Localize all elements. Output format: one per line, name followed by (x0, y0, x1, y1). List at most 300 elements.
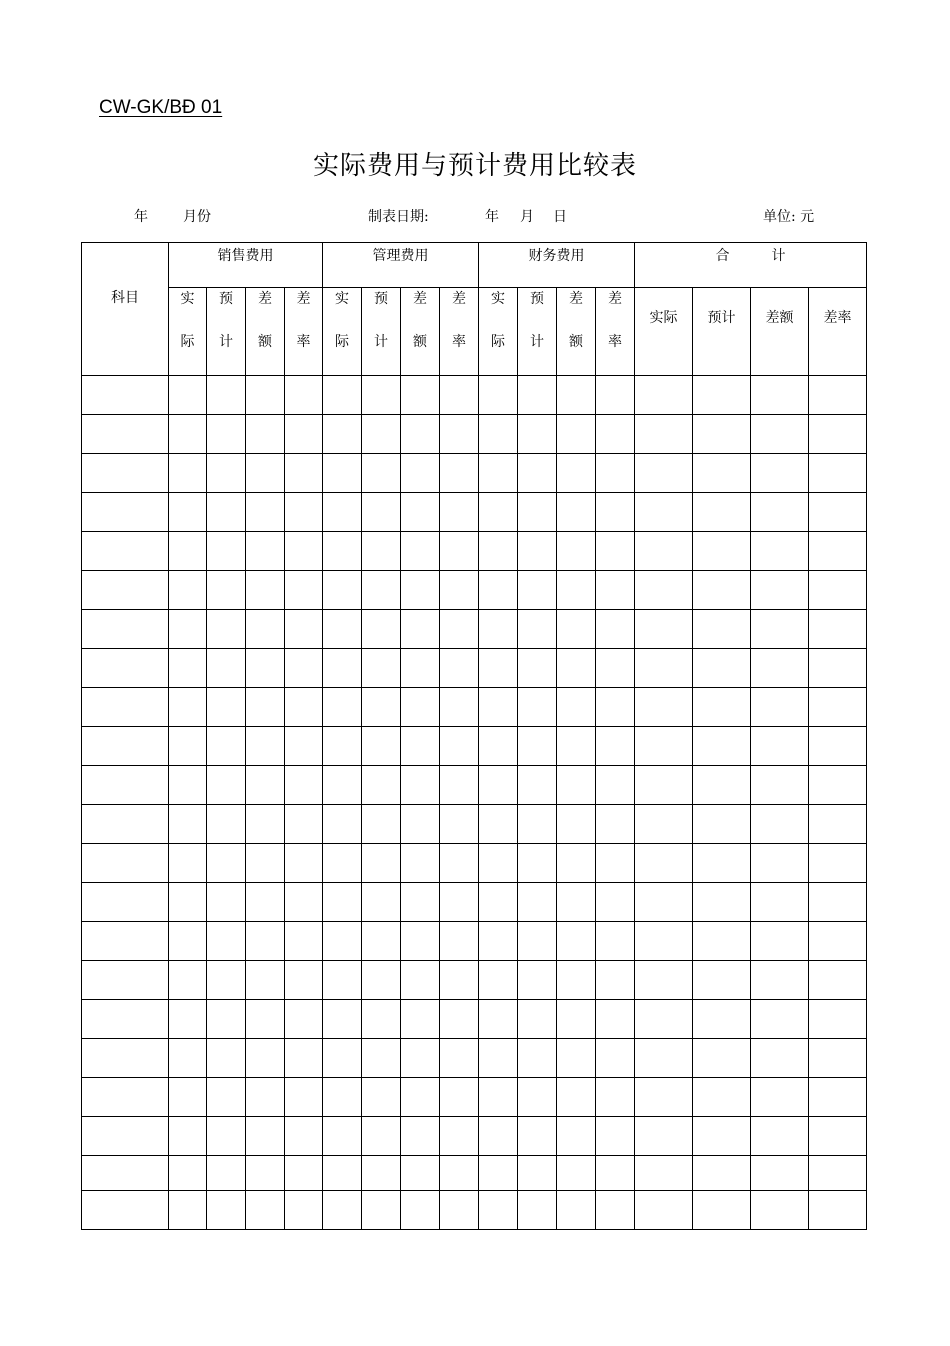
value-cell[interactable] (557, 1191, 596, 1230)
value-cell[interactable] (693, 454, 751, 493)
subject-cell[interactable] (82, 1156, 169, 1191)
value-cell[interactable] (557, 415, 596, 454)
value-cell[interactable] (207, 376, 246, 415)
subject-cell[interactable] (82, 961, 169, 1000)
value-cell[interactable] (635, 1117, 693, 1156)
value-cell[interactable] (809, 961, 867, 1000)
value-cell[interactable] (518, 961, 557, 1000)
value-cell[interactable] (809, 1117, 867, 1156)
value-cell[interactable] (207, 844, 246, 883)
value-cell[interactable] (440, 454, 479, 493)
value-cell[interactable] (693, 961, 751, 1000)
subject-cell[interactable] (82, 1039, 169, 1078)
value-cell[interactable] (693, 649, 751, 688)
value-cell[interactable] (596, 727, 635, 766)
value-cell[interactable] (169, 1117, 207, 1156)
value-cell[interactable] (246, 688, 285, 727)
value-cell[interactable] (285, 961, 323, 1000)
value-cell[interactable] (401, 1039, 440, 1078)
value-cell[interactable] (479, 1078, 518, 1117)
value-cell[interactable] (246, 805, 285, 844)
value-cell[interactable] (809, 1191, 867, 1230)
value-cell[interactable] (207, 1000, 246, 1039)
value-cell[interactable] (693, 805, 751, 844)
value-cell[interactable] (557, 961, 596, 1000)
value-cell[interactable] (401, 376, 440, 415)
value-cell[interactable] (169, 532, 207, 571)
value-cell[interactable] (169, 1156, 207, 1191)
value-cell[interactable] (246, 571, 285, 610)
value-cell[interactable] (693, 493, 751, 532)
value-cell[interactable] (635, 1191, 693, 1230)
value-cell[interactable] (751, 1078, 809, 1117)
value-cell[interactable] (207, 922, 246, 961)
value-cell[interactable] (440, 571, 479, 610)
value-cell[interactable] (596, 1156, 635, 1191)
value-cell[interactable] (246, 766, 285, 805)
value-cell[interactable] (285, 844, 323, 883)
value-cell[interactable] (285, 688, 323, 727)
value-cell[interactable] (362, 1117, 401, 1156)
value-cell[interactable] (440, 1039, 479, 1078)
value-cell[interactable] (285, 1156, 323, 1191)
value-cell[interactable] (635, 1000, 693, 1039)
value-cell[interactable] (751, 1000, 809, 1039)
value-cell[interactable] (362, 688, 401, 727)
value-cell[interactable] (809, 1000, 867, 1039)
subject-cell[interactable] (82, 415, 169, 454)
value-cell[interactable] (207, 1191, 246, 1230)
value-cell[interactable] (596, 649, 635, 688)
value-cell[interactable] (401, 415, 440, 454)
value-cell[interactable] (693, 844, 751, 883)
value-cell[interactable] (207, 532, 246, 571)
value-cell[interactable] (557, 493, 596, 532)
value-cell[interactable] (693, 1156, 751, 1191)
subject-cell[interactable] (82, 844, 169, 883)
subject-cell[interactable] (82, 532, 169, 571)
value-cell[interactable] (440, 727, 479, 766)
value-cell[interactable] (246, 493, 285, 532)
value-cell[interactable] (809, 1156, 867, 1191)
value-cell[interactable] (401, 688, 440, 727)
value-cell[interactable] (479, 1000, 518, 1039)
value-cell[interactable] (246, 1156, 285, 1191)
value-cell[interactable] (169, 727, 207, 766)
value-cell[interactable] (809, 610, 867, 649)
value-cell[interactable] (809, 649, 867, 688)
value-cell[interactable] (169, 1191, 207, 1230)
value-cell[interactable] (323, 1191, 362, 1230)
value-cell[interactable] (557, 532, 596, 571)
subject-cell[interactable] (82, 376, 169, 415)
value-cell[interactable] (362, 922, 401, 961)
value-cell[interactable] (401, 883, 440, 922)
value-cell[interactable] (169, 376, 207, 415)
value-cell[interactable] (362, 1078, 401, 1117)
value-cell[interactable] (440, 1000, 479, 1039)
value-cell[interactable] (401, 1156, 440, 1191)
value-cell[interactable] (596, 532, 635, 571)
subject-cell[interactable] (82, 649, 169, 688)
value-cell[interactable] (479, 649, 518, 688)
value-cell[interactable] (401, 766, 440, 805)
subject-cell[interactable] (82, 1117, 169, 1156)
value-cell[interactable] (596, 805, 635, 844)
value-cell[interactable] (401, 532, 440, 571)
value-cell[interactable] (479, 727, 518, 766)
value-cell[interactable] (207, 1078, 246, 1117)
value-cell[interactable] (596, 883, 635, 922)
value-cell[interactable] (518, 571, 557, 610)
value-cell[interactable] (809, 493, 867, 532)
value-cell[interactable] (440, 493, 479, 532)
subject-cell[interactable] (82, 493, 169, 532)
value-cell[interactable] (635, 571, 693, 610)
value-cell[interactable] (440, 1078, 479, 1117)
value-cell[interactable] (362, 571, 401, 610)
value-cell[interactable] (635, 649, 693, 688)
value-cell[interactable] (362, 844, 401, 883)
value-cell[interactable] (246, 415, 285, 454)
value-cell[interactable] (479, 1039, 518, 1078)
value-cell[interactable] (518, 493, 557, 532)
value-cell[interactable] (596, 1000, 635, 1039)
value-cell[interactable] (809, 454, 867, 493)
value-cell[interactable] (518, 454, 557, 493)
value-cell[interactable] (596, 922, 635, 961)
value-cell[interactable] (809, 766, 867, 805)
value-cell[interactable] (440, 610, 479, 649)
value-cell[interactable] (557, 1156, 596, 1191)
value-cell[interactable] (323, 649, 362, 688)
value-cell[interactable] (323, 961, 362, 1000)
value-cell[interactable] (246, 1191, 285, 1230)
value-cell[interactable] (440, 961, 479, 1000)
value-cell[interactable] (518, 727, 557, 766)
value-cell[interactable] (809, 1039, 867, 1078)
value-cell[interactable] (693, 415, 751, 454)
value-cell[interactable] (479, 883, 518, 922)
value-cell[interactable] (169, 415, 207, 454)
value-cell[interactable] (323, 532, 362, 571)
value-cell[interactable] (169, 493, 207, 532)
value-cell[interactable] (246, 727, 285, 766)
value-cell[interactable] (401, 571, 440, 610)
value-cell[interactable] (207, 688, 246, 727)
value-cell[interactable] (169, 1000, 207, 1039)
value-cell[interactable] (596, 961, 635, 1000)
value-cell[interactable] (479, 493, 518, 532)
value-cell[interactable] (401, 493, 440, 532)
value-cell[interactable] (323, 1078, 362, 1117)
subject-cell[interactable] (82, 1078, 169, 1117)
value-cell[interactable] (401, 805, 440, 844)
value-cell[interactable] (518, 883, 557, 922)
value-cell[interactable] (169, 688, 207, 727)
value-cell[interactable] (518, 415, 557, 454)
value-cell[interactable] (285, 610, 323, 649)
value-cell[interactable] (285, 649, 323, 688)
value-cell[interactable] (479, 1156, 518, 1191)
value-cell[interactable] (557, 454, 596, 493)
value-cell[interactable] (518, 1117, 557, 1156)
value-cell[interactable] (285, 532, 323, 571)
subject-cell[interactable] (82, 922, 169, 961)
value-cell[interactable] (809, 532, 867, 571)
value-cell[interactable] (596, 493, 635, 532)
value-cell[interactable] (479, 922, 518, 961)
value-cell[interactable] (751, 649, 809, 688)
value-cell[interactable] (635, 493, 693, 532)
value-cell[interactable] (246, 961, 285, 1000)
value-cell[interactable] (207, 766, 246, 805)
value-cell[interactable] (635, 961, 693, 1000)
value-cell[interactable] (323, 727, 362, 766)
value-cell[interactable] (285, 805, 323, 844)
value-cell[interactable] (557, 688, 596, 727)
value-cell[interactable] (751, 571, 809, 610)
value-cell[interactable] (285, 493, 323, 532)
value-cell[interactable] (479, 766, 518, 805)
value-cell[interactable] (557, 766, 596, 805)
value-cell[interactable] (809, 883, 867, 922)
value-cell[interactable] (557, 883, 596, 922)
value-cell[interactable] (557, 1039, 596, 1078)
value-cell[interactable] (635, 1039, 693, 1078)
value-cell[interactable] (323, 1000, 362, 1039)
value-cell[interactable] (401, 1117, 440, 1156)
value-cell[interactable] (518, 610, 557, 649)
value-cell[interactable] (440, 649, 479, 688)
value-cell[interactable] (285, 454, 323, 493)
value-cell[interactable] (207, 727, 246, 766)
value-cell[interactable] (518, 1078, 557, 1117)
value-cell[interactable] (401, 1078, 440, 1117)
value-cell[interactable] (518, 532, 557, 571)
value-cell[interactable] (635, 688, 693, 727)
value-cell[interactable] (323, 766, 362, 805)
value-cell[interactable] (751, 1191, 809, 1230)
value-cell[interactable] (693, 571, 751, 610)
value-cell[interactable] (362, 376, 401, 415)
value-cell[interactable] (635, 610, 693, 649)
value-cell[interactable] (518, 1191, 557, 1230)
value-cell[interactable] (479, 610, 518, 649)
value-cell[interactable] (751, 844, 809, 883)
value-cell[interactable] (693, 766, 751, 805)
value-cell[interactable] (693, 610, 751, 649)
value-cell[interactable] (169, 883, 207, 922)
value-cell[interactable] (693, 727, 751, 766)
value-cell[interactable] (246, 844, 285, 883)
value-cell[interactable] (751, 688, 809, 727)
subject-cell[interactable] (82, 805, 169, 844)
value-cell[interactable] (246, 1078, 285, 1117)
value-cell[interactable] (169, 844, 207, 883)
value-cell[interactable] (693, 1000, 751, 1039)
value-cell[interactable] (693, 922, 751, 961)
value-cell[interactable] (169, 1078, 207, 1117)
value-cell[interactable] (362, 727, 401, 766)
value-cell[interactable] (246, 922, 285, 961)
value-cell[interactable] (479, 376, 518, 415)
value-cell[interactable] (323, 805, 362, 844)
value-cell[interactable] (635, 883, 693, 922)
value-cell[interactable] (323, 376, 362, 415)
value-cell[interactable] (479, 415, 518, 454)
value-cell[interactable] (518, 376, 557, 415)
value-cell[interactable] (323, 844, 362, 883)
value-cell[interactable] (246, 649, 285, 688)
value-cell[interactable] (323, 454, 362, 493)
value-cell[interactable] (479, 1191, 518, 1230)
subject-cell[interactable] (82, 727, 169, 766)
value-cell[interactable] (518, 688, 557, 727)
value-cell[interactable] (169, 649, 207, 688)
value-cell[interactable] (440, 532, 479, 571)
value-cell[interactable] (518, 649, 557, 688)
value-cell[interactable] (207, 610, 246, 649)
value-cell[interactable] (207, 805, 246, 844)
value-cell[interactable] (401, 727, 440, 766)
value-cell[interactable] (557, 844, 596, 883)
value-cell[interactable] (362, 532, 401, 571)
value-cell[interactable] (635, 376, 693, 415)
value-cell[interactable] (362, 1191, 401, 1230)
value-cell[interactable] (285, 415, 323, 454)
value-cell[interactable] (479, 532, 518, 571)
value-cell[interactable] (169, 610, 207, 649)
subject-cell[interactable] (82, 571, 169, 610)
value-cell[interactable] (362, 883, 401, 922)
value-cell[interactable] (169, 922, 207, 961)
subject-cell[interactable] (82, 883, 169, 922)
value-cell[interactable] (557, 805, 596, 844)
subject-cell[interactable] (82, 454, 169, 493)
value-cell[interactable] (440, 415, 479, 454)
value-cell[interactable] (596, 1191, 635, 1230)
value-cell[interactable] (440, 376, 479, 415)
value-cell[interactable] (557, 610, 596, 649)
value-cell[interactable] (246, 1117, 285, 1156)
value-cell[interactable] (401, 610, 440, 649)
value-cell[interactable] (809, 415, 867, 454)
value-cell[interactable] (518, 805, 557, 844)
value-cell[interactable] (557, 1117, 596, 1156)
value-cell[interactable] (362, 766, 401, 805)
value-cell[interactable] (285, 1000, 323, 1039)
subject-cell[interactable] (82, 1000, 169, 1039)
value-cell[interactable] (440, 805, 479, 844)
value-cell[interactable] (207, 571, 246, 610)
value-cell[interactable] (479, 805, 518, 844)
value-cell[interactable] (285, 376, 323, 415)
value-cell[interactable] (207, 649, 246, 688)
value-cell[interactable] (169, 805, 207, 844)
value-cell[interactable] (518, 1039, 557, 1078)
value-cell[interactable] (596, 688, 635, 727)
value-cell[interactable] (635, 454, 693, 493)
value-cell[interactable] (596, 610, 635, 649)
value-cell[interactable] (246, 883, 285, 922)
value-cell[interactable] (323, 1039, 362, 1078)
value-cell[interactable] (518, 1156, 557, 1191)
value-cell[interactable] (479, 844, 518, 883)
value-cell[interactable] (285, 766, 323, 805)
value-cell[interactable] (440, 1156, 479, 1191)
value-cell[interactable] (207, 493, 246, 532)
value-cell[interactable] (362, 1156, 401, 1191)
value-cell[interactable] (751, 610, 809, 649)
value-cell[interactable] (323, 571, 362, 610)
value-cell[interactable] (362, 610, 401, 649)
value-cell[interactable] (401, 961, 440, 1000)
value-cell[interactable] (169, 454, 207, 493)
value-cell[interactable] (246, 454, 285, 493)
value-cell[interactable] (751, 1117, 809, 1156)
value-cell[interactable] (693, 376, 751, 415)
value-cell[interactable] (751, 1156, 809, 1191)
value-cell[interactable] (809, 1078, 867, 1117)
value-cell[interactable] (207, 1156, 246, 1191)
value-cell[interactable] (362, 1039, 401, 1078)
value-cell[interactable] (635, 805, 693, 844)
value-cell[interactable] (635, 727, 693, 766)
value-cell[interactable] (285, 922, 323, 961)
value-cell[interactable] (285, 1039, 323, 1078)
value-cell[interactable] (596, 1078, 635, 1117)
value-cell[interactable] (596, 415, 635, 454)
value-cell[interactable] (557, 649, 596, 688)
value-cell[interactable] (518, 922, 557, 961)
value-cell[interactable] (440, 688, 479, 727)
subject-cell[interactable] (82, 1191, 169, 1230)
value-cell[interactable] (401, 649, 440, 688)
value-cell[interactable] (285, 883, 323, 922)
value-cell[interactable] (169, 571, 207, 610)
value-cell[interactable] (323, 922, 362, 961)
value-cell[interactable] (479, 1117, 518, 1156)
value-cell[interactable] (401, 922, 440, 961)
value-cell[interactable] (440, 922, 479, 961)
subject-cell[interactable] (82, 766, 169, 805)
value-cell[interactable] (479, 571, 518, 610)
value-cell[interactable] (362, 805, 401, 844)
value-cell[interactable] (362, 961, 401, 1000)
value-cell[interactable] (518, 766, 557, 805)
value-cell[interactable] (635, 415, 693, 454)
value-cell[interactable] (401, 1000, 440, 1039)
value-cell[interactable] (246, 1000, 285, 1039)
value-cell[interactable] (246, 610, 285, 649)
value-cell[interactable] (557, 922, 596, 961)
value-cell[interactable] (207, 415, 246, 454)
value-cell[interactable] (518, 844, 557, 883)
value-cell[interactable] (285, 1191, 323, 1230)
value-cell[interactable] (693, 1039, 751, 1078)
value-cell[interactable] (207, 883, 246, 922)
value-cell[interactable] (809, 571, 867, 610)
value-cell[interactable] (169, 961, 207, 1000)
value-cell[interactable] (401, 454, 440, 493)
value-cell[interactable] (479, 961, 518, 1000)
value-cell[interactable] (285, 1117, 323, 1156)
value-cell[interactable] (323, 1156, 362, 1191)
value-cell[interactable] (246, 532, 285, 571)
subject-cell[interactable] (82, 688, 169, 727)
value-cell[interactable] (169, 766, 207, 805)
